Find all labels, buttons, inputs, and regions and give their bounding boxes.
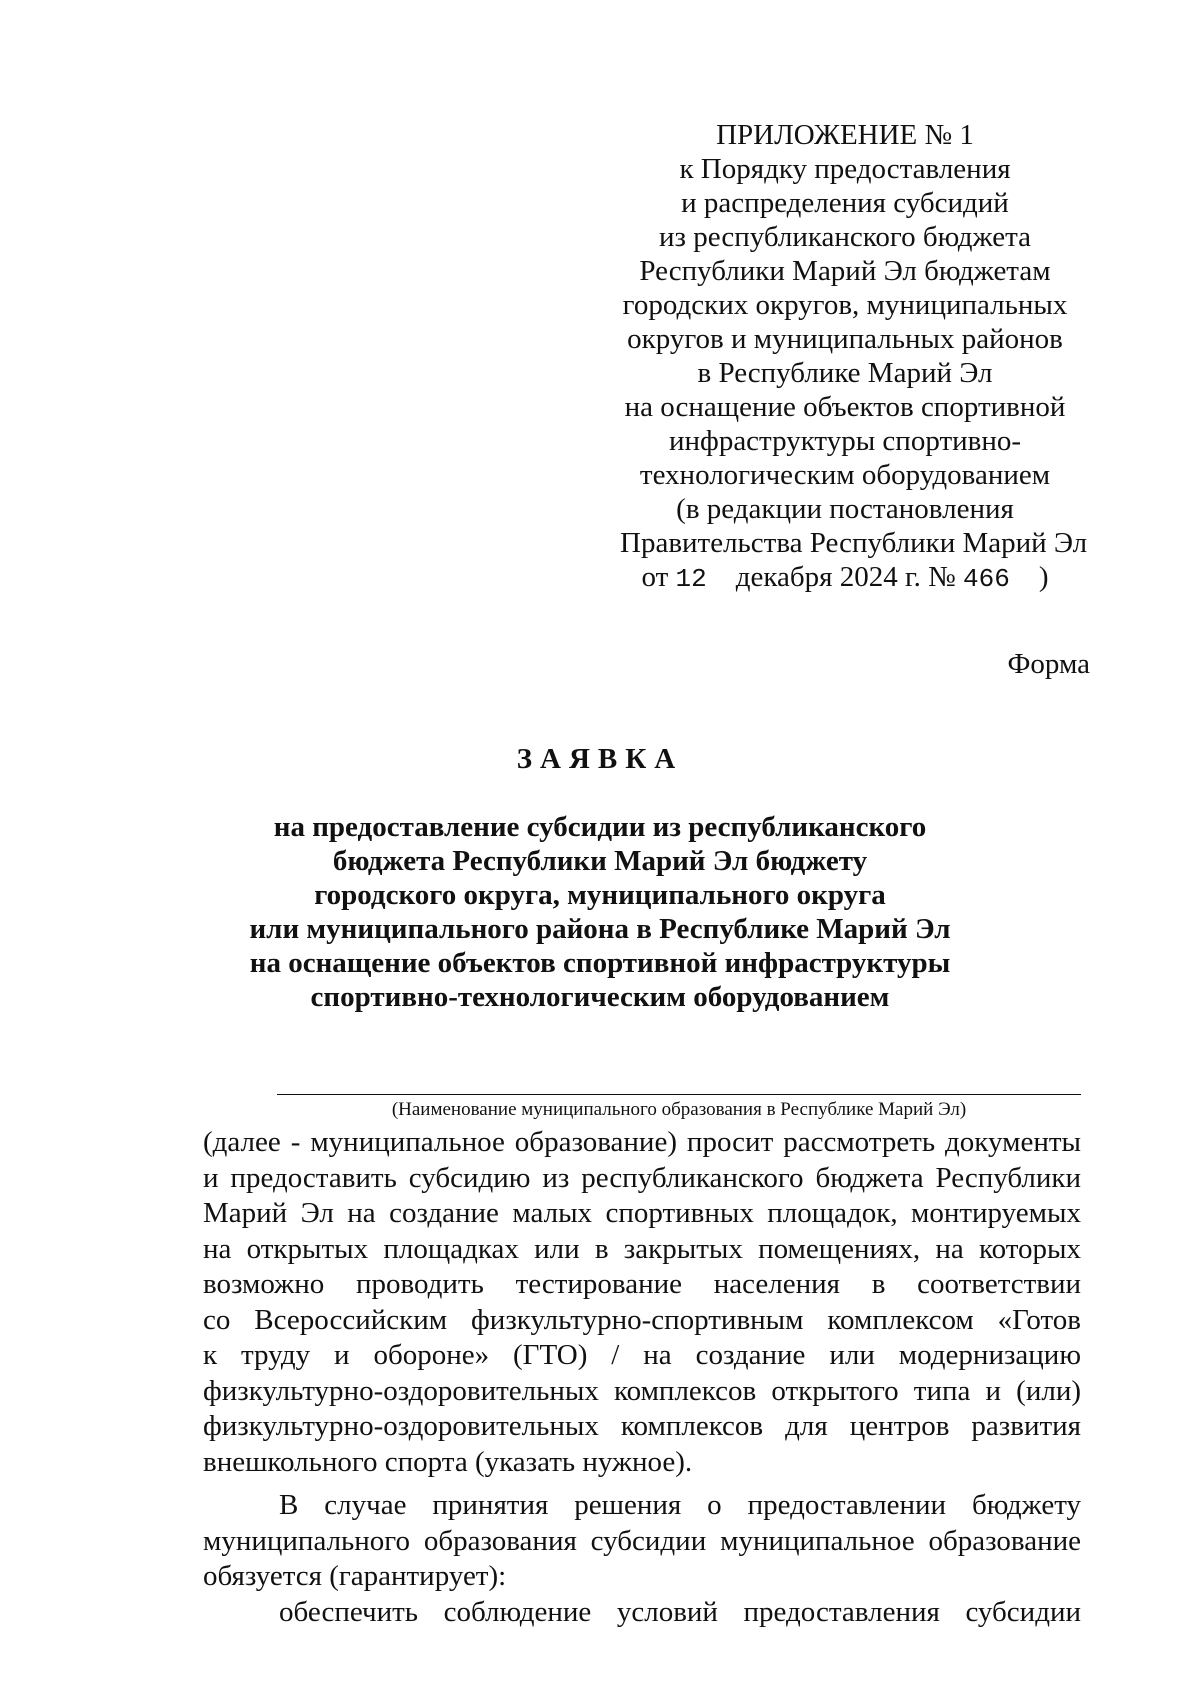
date-prefix: от	[641, 561, 669, 593]
paragraph-obligation	[203, 1488, 1081, 1595]
municipality-name-blank	[277, 1094, 1081, 1095]
appendix-line: округов и муниципальных районов	[627, 323, 1063, 355]
subtitle-line: бюджета Республики Марий Эл бюджету	[332, 845, 868, 877]
appendix-line: Правительства Республики Марий Эл	[620, 527, 1088, 559]
subtitle-line: или муниципального района в Республике Марий Эл	[249, 913, 951, 945]
date-day: 12	[675, 564, 707, 594]
appendix-line: технологическим оборудованием	[639, 459, 1051, 491]
appendix-line: к Порядку предоставления	[679, 153, 1011, 185]
document-title: ЗАЯВКА	[516, 743, 684, 775]
body-line: обеспечить соблюдение условий предоставления субсидии	[279, 1595, 1081, 1628]
appendix-line: инфраструктуры спортивно-	[668, 425, 1022, 457]
body-line: физкультурно-оздоровительных комплексов для центров развития	[203, 1410, 1081, 1442]
body-line: (далее - муниципальное образование) просит рассмотреть документы	[203, 1126, 1081, 1158]
appendix-line: на оснащение объектов спортивной	[624, 391, 1066, 423]
appendix-line: и распределения субсидий	[681, 187, 1009, 219]
body-line: к труду и обороне» (ГТО) / на создание или модернизацию	[203, 1339, 1081, 1371]
body-line: и предоставить субсидию из республиканского бюджета Республики	[203, 1161, 1081, 1194]
appendix-line: ПРИЛОЖЕНИЕ № 1	[716, 119, 974, 151]
appendix-date-line	[620, 560, 1070, 596]
subtitle-line: спортивно-технологическим оборудованием	[310, 981, 890, 1013]
document-subtitle	[200, 810, 1000, 1014]
document-number: 466	[963, 564, 1010, 594]
body-line: возможно проводить тестирование населения в соответствии	[203, 1268, 1081, 1300]
subtitle-line: на предоставление субсидии из республиканского	[273, 811, 927, 843]
subtitle-line: на оснащение объектов спортивной инфраструктуры	[249, 947, 951, 979]
appendix-line: (в редакции постановления	[676, 493, 1014, 525]
body-line: на открытых площадках или в закрытых помещениях, на которых	[203, 1232, 1081, 1265]
body-line: Марий Эл на создание малых спортивных площадок, монтируемых	[203, 1197, 1081, 1229]
body-line: обязуется (гарантирует):	[203, 1560, 507, 1592]
form-label: Форма	[1007, 648, 1090, 680]
appendix-line: городских округов, муниципальных	[622, 289, 1068, 321]
municipality-name-caption: (Наименование муниципального образования в Республике Марий Эл)	[391, 1099, 967, 1120]
date-rest: декабря 2024 г. №	[735, 561, 956, 593]
body-line: физкультурно-оздоровительных комплексов открытого типа и (или)	[203, 1374, 1081, 1407]
paragraph-conditions	[203, 1595, 1081, 1631]
paragraph-request	[203, 1125, 1081, 1480]
date-close: )	[1038, 561, 1049, 593]
body-line: В случае принятия решения о предоставлении бюджету	[279, 1489, 1081, 1521]
appendix-line: Республики Марий Эл бюджетам	[639, 255, 1051, 287]
document-body	[203, 1125, 1081, 1630]
body-line: со Всероссийским физкультурно-спортивным комплексом «Готов	[203, 1303, 1081, 1336]
subtitle-line: городского округа, муниципального округа	[314, 879, 886, 911]
appendix-line: из республиканского бюджета	[659, 221, 1031, 253]
appendix-header	[620, 118, 1088, 596]
body-line: внешкольного спорта (указать нужное).	[203, 1445, 693, 1478]
appendix-line: в Республике Марий Эл	[697, 357, 993, 389]
body-line: муниципального образования субсидии муниципальное образование	[203, 1524, 1081, 1557]
